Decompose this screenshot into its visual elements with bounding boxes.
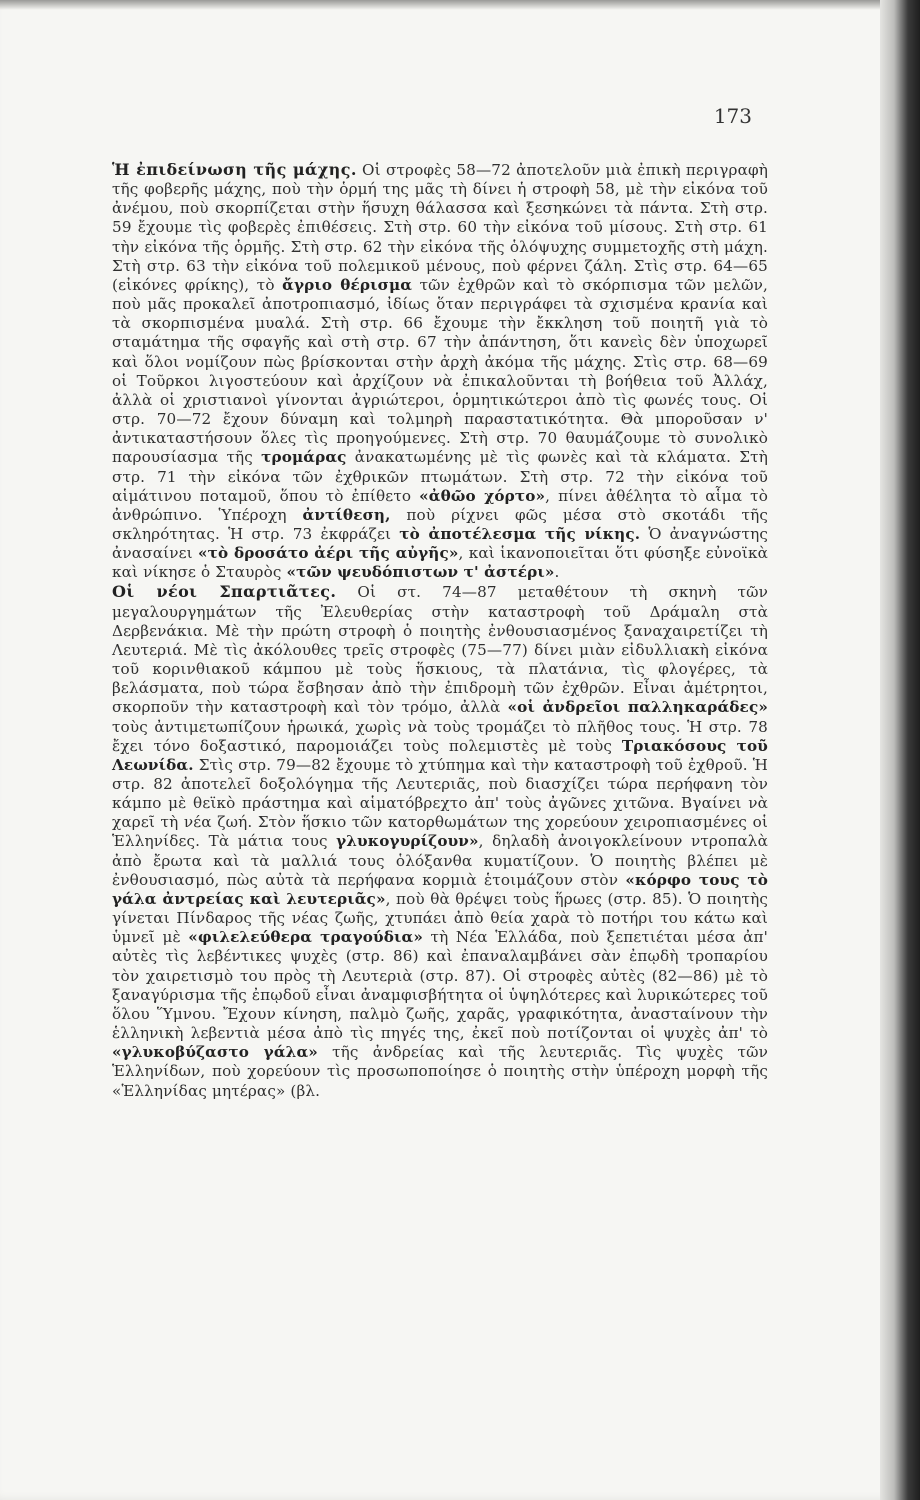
page-top-shadow xyxy=(0,0,900,10)
bold-phrase: Τριακόσους τοῦ Λεωνίδα. xyxy=(112,736,768,774)
text-run: ἀνακατωμένης μὲ τὶς φωνὲς καὶ τὰ κλάματα. Στὴ στρ. 71 τὴν εἰκόνα τῶν ἐχθρικῶν πτωμάτων. Στὴ στρ. 72 τὴν εἰκόνα τοῦ αἱμάτινου ποταμοῦ, ὅπου τὸ ἐπίθετο xyxy=(112,448,768,505)
bold-phrase: «φιλελεύθερα τραγούδια» xyxy=(188,928,423,947)
bold-phrase: «γλυκοβύζαστο γάλα» xyxy=(112,1043,318,1062)
text-run: Ὁ ἀναγνώστης ἀνασαίνει xyxy=(112,524,768,563)
text-run: . xyxy=(554,563,560,582)
paragraph-new-spartans xyxy=(112,582,768,1100)
bold-phrase: ἀντίθεση, xyxy=(302,505,391,524)
text-run: τῶν ἐχθρῶν καὶ τὸ σκόρπισμα τῶν μελῶν, ποὺ μᾶς προκαλεῖ ἀποτροπιασμό, ἰδίως ὅταν περιγράφει τὰ σχισμένα κρανία καὶ τὰ σκορπισμένα μυαλά. Στὴ στρ. 66 ἔχουμε τὴν ἔκκληση τοῦ ποιητῆ γιὰ τὸ σταμάτημα τῆς σφαγῆς καὶ στὴ στρ. 67 τὴν ἀπάντηση, ὅτι κανεὶς δὲν ὑποχωρεῖ καὶ ὅλοι νομίζουν πὼς βρίσκονται στὴν ἀρχὴ ἀκόμα τῆς μάχης. Στὶς στρ. 68—69 οἱ Τοῦρκοι λιγοστεύουν καὶ ἀρχίζουν νὰ ἐπικαλοῦνται τὴ βοήθεια τοῦ Ἀλλάχ, ἀλλὰ οἱ χριστιανοὶ γίνονται ἀγριώτεροι, ὁρμητικώτεροι ἀπὸ τὶς φωνές τους. Οἱ στρ. 70—72 ἔχουν δύναμη καὶ τολμηρὴ παραστατικότητα. Θὰ μποροῦσαν ν' ἀντικαταστήσουν ὅλες τὶς προηγούμενες. Στὴ στρ. 70 θαυμάζουμε τὸ συνολικὸ παρουσίασμα τῆς xyxy=(112,275,768,467)
section-heading-battle: Ἡ ἐπιδείνωση τῆς μάχης. xyxy=(112,160,357,179)
bold-phrase: «κόρφο τους τὸ γάλα ἀντρείας καὶ λευτεριᾶς» xyxy=(112,870,768,908)
bold-phrase: «τὸ δροσάτο ἀέρι τῆς αὐγῆς» xyxy=(197,544,459,563)
text-run: , πίνει ἀθέλητα τὸ αἷμα τὸ ἀνθρώπινο. Ὑπέροχη xyxy=(112,486,768,524)
text-run: , καὶ ἱκανοποιεῖται ὅτι φύσηξε εὐνοϊκὰ καὶ νίκησε ὁ Σταυρὸς xyxy=(112,544,769,582)
text-run: , δηλαδὴ ἀνοιγοκλείνουν ντροπαλὰ ἀπὸ ἔρωτα καὶ τὰ μαλλιά τους ὁλόξανθα κυματίζουν. Ὁ ποιητὴς βλέπει μὲ ἐνθουσιασμό, πὼς αὐτὰ τὰ περήφανα κορμιὰ ἑτοιμάζουν στὸν xyxy=(112,832,768,889)
text-run: τῆς ἀνδρείας καὶ τῆς λευτεριᾶς. Τὶς ψυχὲς τῶν Ἑλληνίδων, ποὺ χορεύουν τὶς προσωποποίησε ὁ ποιητὴς στὴν ὑπέροχη μορφὴ τῆς «Ἑλληνίδας μητέρας» (βλ. xyxy=(112,1043,768,1100)
text-body xyxy=(112,160,768,1101)
text-run: Στὶς στρ. 79—82 ἔχουμε τὸ χτύπημα καὶ τὴν καταστροφὴ τοῦ ἐχθροῦ. Ἡ στρ. 82 ἀποτελεῖ δοξολόγημα τῆς Λευτεριᾶς, ποὺ διασχίζει τώρα περήφανη τὸν κάμπο μὲ θεϊκὸ πράστημα καὶ αἱματόβρεχτο ἀπ' τοὺς ἀγῶνες χιτῶνα. Βγαίνει νὰ χαρεῖ τὴ νέα ζωή. Στὸν ἥσκιο τῶν κατορθωμάτων της χορεύουν χειροπιασμένες οἱ Ἑλληνίδες. Τὰ μάτια τους xyxy=(112,755,768,851)
page-number: 173 xyxy=(713,104,752,128)
text-run: τὴ Νέα Ἑλλάδα, ποὺ ξεπετιέται μέσα ἀπ' αὐτὲς τὶς λεβέντικες ψυχὲς (στρ. 86) καὶ ἐπαναλαμβάνει σὰν ἐπῳδὴ τροπαρίου τὸν χαιρετισμὸ του πρὸς τὴ Λευτεριὰ (στρ. 87). Οἱ στροφὲς αὐτὲς (82—86) μὲ τὸ ξαναγύρισμα τῆς ἐπῳδοῦ εἶναι ἀναμφισβήτητα οἱ ὑψηλότερες καὶ λυρικώτερες τοῦ ὅλου Ὕμνου. Ἔχουν κίνηση, παλμὸ ζωῆς, χαρᾶς, γραφικότητα, ἀνασταίνουν τὴν ἑλληνικὴ λεβεντιὰ μέσα ἀπὸ τὶς πηγές της, ἐκεῖ ποὺ ποτίζονται οἱ ψυχὲς ἀπ' τὸ xyxy=(112,928,768,1043)
bold-phrase: ἄγριο θέρισμα xyxy=(282,275,413,294)
paragraph-battle-escalation xyxy=(112,160,768,582)
text-run: Οἱ στροφὲς 58—72 ἀποτελοῦν μιὰ ἐπικὴ περιγραφὴ τῆς φοβερῆς μάχης, ποὺ τὴν ὁρμή της μᾶς τὴ δίνει ἡ στροφὴ 58, μὲ τὴν εἰκόνα τοῦ ἀνέμου, ποὺ σκορπίζεται στὴν ἥσυχη θάλασσα καὶ ξεσηκώνει τὰ πάντα. Στὴ στρ. 59 ἔχουμε τὶς φοβερὲς ἐπιθέσεις. Στὴ στρ. 60 τὴν εἰκόνα τοῦ μίσους. Στὴ στρ. 61 τὴν εἰκόνα τῆς ὁρμῆς. Στὴ στρ. 62 τὴν εἰκόνα τῆς ὁλόψυχης συμμετοχῆς στὴ μάχη. Στὴ στρ. 63 τὴν εἰκόνα τοῦ πολεμικοῦ μένους, ποὺ φέρνει ζάλη. Στὶς στρ. 64—65 (εἰκόνες φρίκης), τὸ xyxy=(112,161,769,294)
bold-phrase: γλυκογυρίζουν» xyxy=(336,832,479,851)
bold-phrase: τρομάρας xyxy=(261,448,347,467)
bold-phrase: «τῶν ψευδόπιστων τ' ἀστέρι» xyxy=(286,563,555,582)
bold-phrase: τὸ ἀποτέλεσμα τῆς νίκης. xyxy=(399,524,641,543)
section-heading-spartans: Οἱ νέοι Σπαρτιᾶτες. xyxy=(112,582,337,602)
page-edge-shadow xyxy=(880,0,920,1500)
text-run: Οἱ στ. 74—87 μεταθέτουν τὴ σκηνὴ τῶν μεγαλουργημάτων τῆς Ἐλευθερίας στὴν καταστροφὴ τοῦ Δράμαλη στὰ Δερβενάκια. Μὲ τὴν πρώτη στροφὴ ὁ ποιητὴς ἐνθουσιασμένος ξαναχαιρετίζει τὴ Λευτεριά. Μὲ τὶς ἀκόλουθες τρεῖς στροφὲς (75—77) δίνει μιὰν εἰδυλλιακὴ εἰκόνα τοῦ κορινθιακοῦ κάμπου μὲ τοὺς ἥσκιους, τὰ πλατάνια, τὶς φλογέρες, τὰ βελάσματα, ποὺ τώρα ἔσβησαν ἀπὸ τὴν ἐπιδρομὴ τῶν ἐχθρῶν. Εἶναι ἀμέτρητοι, σκορποῦν τὴν καταστροφὴ καὶ τὸν τρόμο, ἀλλὰ xyxy=(112,583,769,717)
text-run: ποὺ ρίχνει φῶς μέσα στὸ σκοτάδι τῆς σκληρότητας. Ἡ στρ. 73 ἐκφράζει xyxy=(112,505,769,543)
text-run: , ποὺ θὰ θρέψει τοὺς ἥρωες (στρ. 85). Ὁ ποιητὴς γίνεται Πίνδαρος τῆς νέας ζωῆς, χτυπάει ἀπὸ θεία χαρὰ τὸ ποτήρι του κάτω καὶ ὑμνεῖ μὲ xyxy=(112,889,768,947)
bold-phrase: «οἱ ἀνδρεῖοι παλληκαράδες» xyxy=(507,698,768,717)
text-run: τοὺς ἀντιμετωπίζουν ἡρωικά, χωρὶς νὰ τοὺς τρομάζει τὸ πλῆθος τους. Ἡ στρ. 78 ἔχει τόνο δοξαστικό, παρομοιάζει τοὺς πολεμιστὲς μὲ τοὺς xyxy=(112,717,768,755)
bold-phrase: «ἀθῶο χόρτο» xyxy=(419,486,546,505)
